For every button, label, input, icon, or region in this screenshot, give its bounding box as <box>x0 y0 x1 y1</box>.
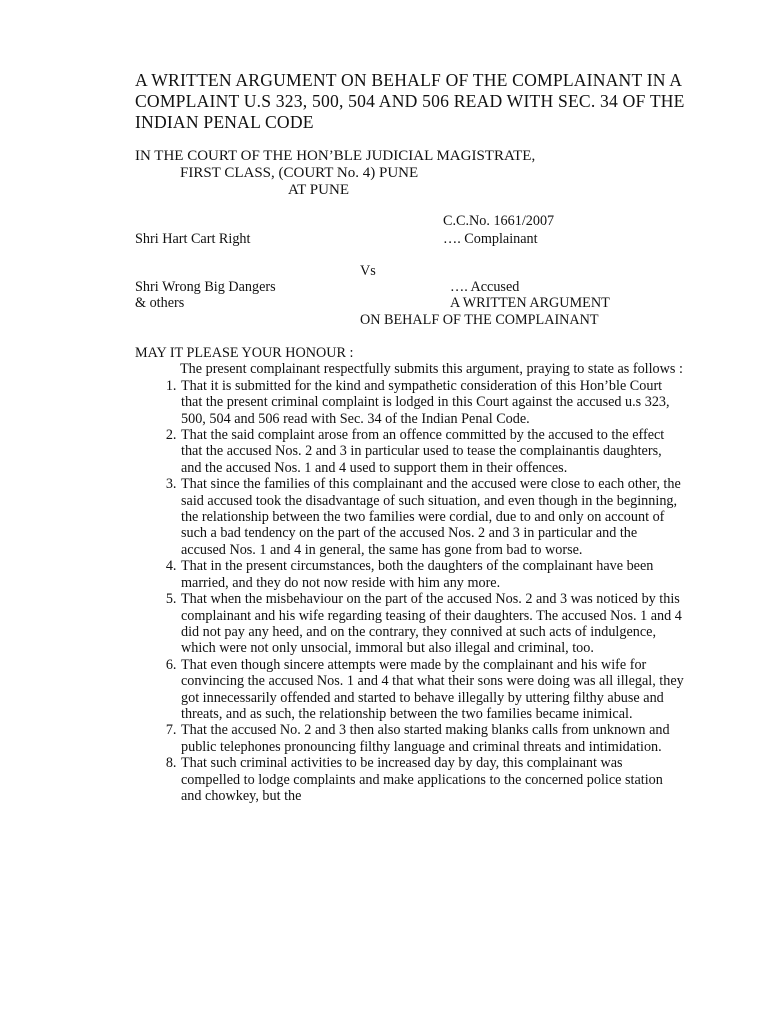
argument-point-6: 6. That even though sincere attempts were made by the complainant and his wife for convincing the accused Nos. 1 and 4 that what their sons were doing was all illegal, they got innecessarily offended and started to behave illegally by uttering filthy abuse and threats, and as such, the relationship between the two families became inimical. <box>180 657 685 723</box>
case-number: C.C.No. 1661/2007 <box>443 213 555 229</box>
accused-role: …. Accused <box>450 279 520 295</box>
argument-point-8: 8. That such criminal activities to be increased day by day, this complainant was compelled to lodge complaints and make applications to the concerned police station and chowkey, but the <box>180 755 685 804</box>
intro-paragraph: The present complainant respectfully submits this argument, praying to state as follows : <box>180 361 683 378</box>
accused-name-line-2: & others <box>135 295 185 311</box>
argument-point-5: 5. That when the misbehaviour on the part of the accused Nos. 2 and 3 was noticed by this complainant and his wife regarding teasing of their daughters. The accused Nos. 1 and 4 did not pay any heed, and on the contrary, they connived at such acts of indulgence, which were not only unsocial, immoral but also illegal and criminal, too. <box>180 591 685 657</box>
argument-point-3: 3. That since the families of this complainant and the accused were close to each other, the said accused took the disadvantage of such situation, and even though in the beginning, the relationship between the two families were cordial, due to and only on account of such a bad tendency on the part of the accused Nos. 2 and 3 in particular and the accused Nos. 1 and 4 in general, the same has gone from bad to worse. <box>180 476 685 558</box>
argument-points-list <box>135 378 685 805</box>
complainant-name: Shri Hart Cart Right <box>135 231 251 247</box>
argument-point-7: 7. That the accused No. 2 and 3 then also started making blanks calls from unknown and public telephones pronouncing filthy language and criminal threats and intimidation. <box>180 722 685 755</box>
accused-name-line-1: Shri Wrong Big Dangers <box>135 279 276 295</box>
argument-point-1: 1. That it is submitted for the kind and sympathetic consideration of this Hon’ble Court that the present criminal complaint is lodged in this Court against the accused u.s 323, 500, 504 and 506 read with Sec. 34 of the Indian Penal Code. <box>180 378 685 427</box>
argument-heading-line-2: ON BEHALF OF THE COMPLAINANT <box>360 312 599 328</box>
versus-label: Vs <box>360 263 376 279</box>
court-line-2: FIRST CLASS, (COURT No. 4) PUNE <box>180 165 419 181</box>
document-title: A WRITTEN ARGUMENT ON BEHALF OF THE COMPLAINANT IN A COMPLAINT U.S 323, 500, 504 AND 506 READ WITH SEC. 34 OF THE INDIAN PENAL CODE <box>135 70 685 132</box>
court-line-1: IN THE COURT OF THE HON’BLE JUDICIAL MAGISTRATE, <box>135 148 536 164</box>
argument-point-4: 4. That in the present circumstances, both the daughters of the complainant have been married, and they do not now reside with him any more. <box>180 558 685 591</box>
complainant-role: …. Complainant <box>443 231 538 247</box>
court-line-3: AT PUNE <box>288 182 349 198</box>
argument-point-2: 2. That the said complaint arose from an offence committed by the accused to the effect that the accused Nos. 2 and 3 in particular used to tease the complainantis daughters, and the accused Nos. 1 and 4 used to support them in their offences. <box>180 427 685 476</box>
argument-heading-line-1: A WRITTEN ARGUMENT <box>450 295 610 311</box>
salutation: MAY IT PLEASE YOUR HONOUR : <box>135 345 354 361</box>
argument-body <box>135 345 685 804</box>
